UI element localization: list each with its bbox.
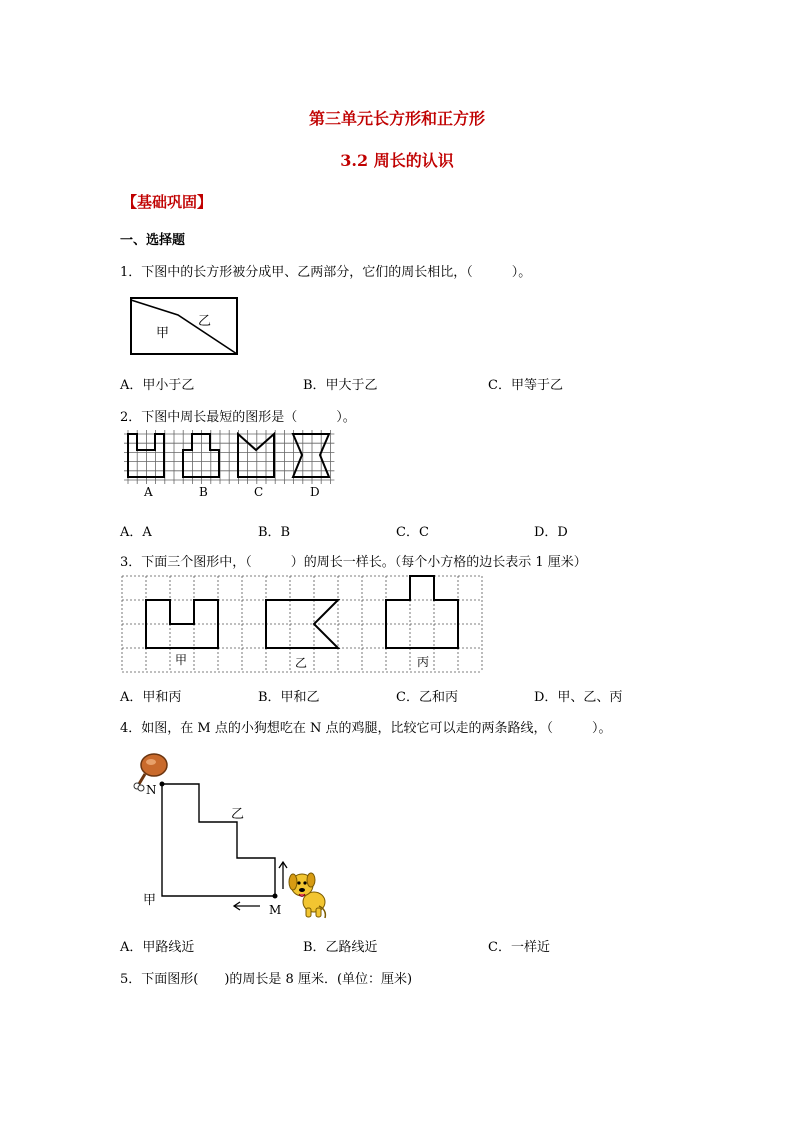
q3-label-yi: 乙	[295, 656, 308, 670]
q3-option-c[interactable]: C．乙和丙	[396, 690, 458, 705]
q3-option-d[interactable]: D．甲、乙、丙	[534, 690, 623, 705]
q2-label-b: B	[199, 485, 208, 499]
q4-point-m	[273, 894, 278, 899]
q3-figure	[118, 575, 486, 675]
q1-label-jia: 甲	[156, 326, 170, 341]
q4-arrow-up	[279, 862, 287, 889]
q2-option-a[interactable]: A．A	[120, 525, 152, 540]
q4-label-n: N	[146, 783, 157, 797]
q1-stem: 1．下图中的长方形被分成甲、乙两部分，它们的周长相比，（ ）。	[120, 265, 532, 280]
q1-dividing-line	[131, 300, 237, 354]
q1-option-b[interactable]: B．甲大于乙	[303, 378, 378, 393]
q1-figure	[128, 295, 242, 359]
q4-label-yi: 乙	[231, 807, 245, 822]
page-subtitle: 3.2 周长的认识	[340, 151, 454, 170]
q2-figure	[118, 428, 344, 502]
q3-shape-bing	[386, 576, 458, 648]
q2-label-c: C	[254, 485, 264, 499]
q2-option-d[interactable]: D．D	[534, 525, 568, 540]
q4-arrow-left	[234, 902, 260, 910]
q1-option-a[interactable]: A．甲小于乙	[120, 378, 195, 393]
q4-option-b[interactable]: B．乙路线近	[303, 940, 378, 955]
q2-option-c[interactable]: C．C	[396, 525, 429, 540]
q3-label-bing: 丙	[417, 655, 430, 669]
q2-label-a: A	[144, 485, 153, 499]
q3-stem: 3．下面三个图形中，（ ）的周长一样长。（每个小方格的边长表示 1 厘米）	[120, 555, 587, 570]
part-title: 一、选择题	[120, 233, 186, 248]
q3-option-b[interactable]: B．甲和乙	[258, 690, 320, 705]
q1-rectangle	[131, 298, 237, 354]
q4-point-n	[160, 782, 165, 787]
dog-icon	[289, 873, 325, 918]
q2-stem: 2．下图中周长最短的图形是（ ）。	[120, 410, 356, 425]
q4-option-c[interactable]: C．一样近	[488, 940, 550, 955]
q4-route-yi	[162, 784, 275, 896]
q3-option-a[interactable]: A．甲和丙	[120, 690, 182, 705]
q4-figure	[130, 748, 334, 920]
q4-label-m: M	[269, 903, 282, 917]
q5-stem: 5．下面图形( )的周长是 8 厘米．(单位：厘米)	[120, 972, 413, 987]
q1-option-c[interactable]: C．甲等于乙	[488, 378, 563, 393]
q4-label-jia: 甲	[143, 893, 157, 908]
q4-option-a[interactable]: A．甲路线近	[120, 940, 195, 955]
q2-option-b[interactable]: B．B	[258, 525, 291, 540]
q3-label-jia: 甲	[175, 653, 188, 667]
q4-stem: 4．如图，在 M 点的小狗想吃在 N 点的鸡腿，比较它可以走的两条路线，（ ）。	[120, 721, 612, 736]
q4-route-jia	[162, 784, 275, 896]
page-title: 第三单元长方形和正方形	[308, 109, 485, 128]
q1-label-yi: 乙	[198, 314, 212, 329]
section-heading: 【基础巩固】	[122, 193, 213, 211]
q2-label-d: D	[310, 485, 320, 499]
